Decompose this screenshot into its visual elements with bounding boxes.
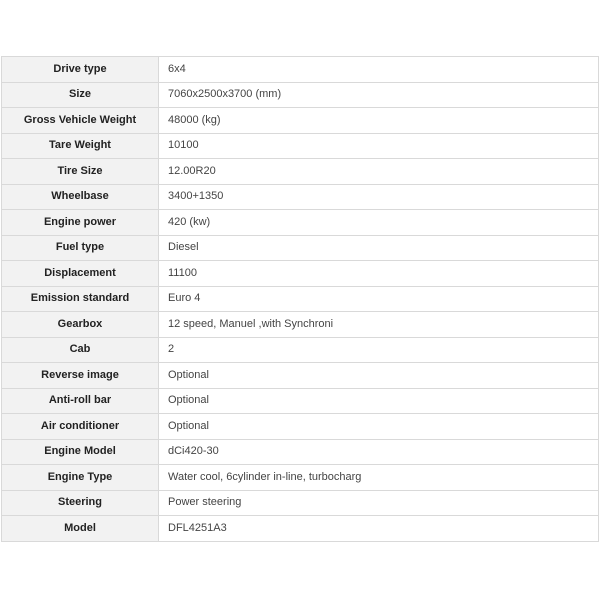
spec-label: Size xyxy=(2,82,159,108)
spec-label: Model xyxy=(2,516,159,542)
table-row xyxy=(2,388,599,414)
spec-value: Diesel xyxy=(159,235,599,261)
spec-value: 2 xyxy=(159,337,599,363)
spec-label: Gearbox xyxy=(2,312,159,338)
table-row xyxy=(2,363,599,389)
table-row xyxy=(2,133,599,159)
spec-value: 3400+1350 xyxy=(159,184,599,210)
table-row xyxy=(2,235,599,261)
spec-label: Displacement xyxy=(2,261,159,287)
table-row xyxy=(2,439,599,465)
spec-value: Power steering xyxy=(159,490,599,516)
spec-table-body xyxy=(2,57,599,542)
spec-value: Optional xyxy=(159,414,599,440)
spec-label: Gross Vehicle Weight xyxy=(2,108,159,134)
spec-label: Emission standard xyxy=(2,286,159,312)
spec-label: Steering xyxy=(2,490,159,516)
spec-value: 12.00R20 xyxy=(159,159,599,185)
spec-label: Reverse image xyxy=(2,363,159,389)
spec-value: Euro 4 xyxy=(159,286,599,312)
spec-value: Optional xyxy=(159,363,599,389)
table-row xyxy=(2,490,599,516)
spec-value: Optional xyxy=(159,388,599,414)
spec-value: DFL4251A3 xyxy=(159,516,599,542)
spec-label: Tare Weight xyxy=(2,133,159,159)
spec-label: Fuel type xyxy=(2,235,159,261)
spec-label: Tire Size xyxy=(2,159,159,185)
table-row xyxy=(2,261,599,287)
spec-label: Wheelbase xyxy=(2,184,159,210)
table-row xyxy=(2,337,599,363)
table-row xyxy=(2,465,599,491)
table-row xyxy=(2,184,599,210)
table-row xyxy=(2,286,599,312)
spec-label: Air conditioner xyxy=(2,414,159,440)
spec-value: dCi420-30 xyxy=(159,439,599,465)
spec-label: Drive type xyxy=(2,57,159,83)
spec-label: Engine Type xyxy=(2,465,159,491)
spec-value: 420 (kw) xyxy=(159,210,599,236)
spec-label: Cab xyxy=(2,337,159,363)
table-row xyxy=(2,516,599,542)
spec-table xyxy=(1,56,599,542)
spec-value: 7060x2500x3700 (mm) xyxy=(159,82,599,108)
table-row xyxy=(2,210,599,236)
table-row xyxy=(2,159,599,185)
spec-value: 10100 xyxy=(159,133,599,159)
table-row xyxy=(2,312,599,338)
spec-value: 48000 (kg) xyxy=(159,108,599,134)
table-row xyxy=(2,82,599,108)
table-row xyxy=(2,57,599,83)
spec-label: Anti-roll bar xyxy=(2,388,159,414)
spec-value: Water cool, 6cylinder in-line, turbocharg xyxy=(159,465,599,491)
table-row xyxy=(2,414,599,440)
spec-value: 11100 xyxy=(159,261,599,287)
spec-label: Engine Model xyxy=(2,439,159,465)
spec-value: 6x4 xyxy=(159,57,599,83)
spec-value: 12 speed, Manuel ,with Synchroni xyxy=(159,312,599,338)
table-row xyxy=(2,108,599,134)
spec-label: Engine power xyxy=(2,210,159,236)
